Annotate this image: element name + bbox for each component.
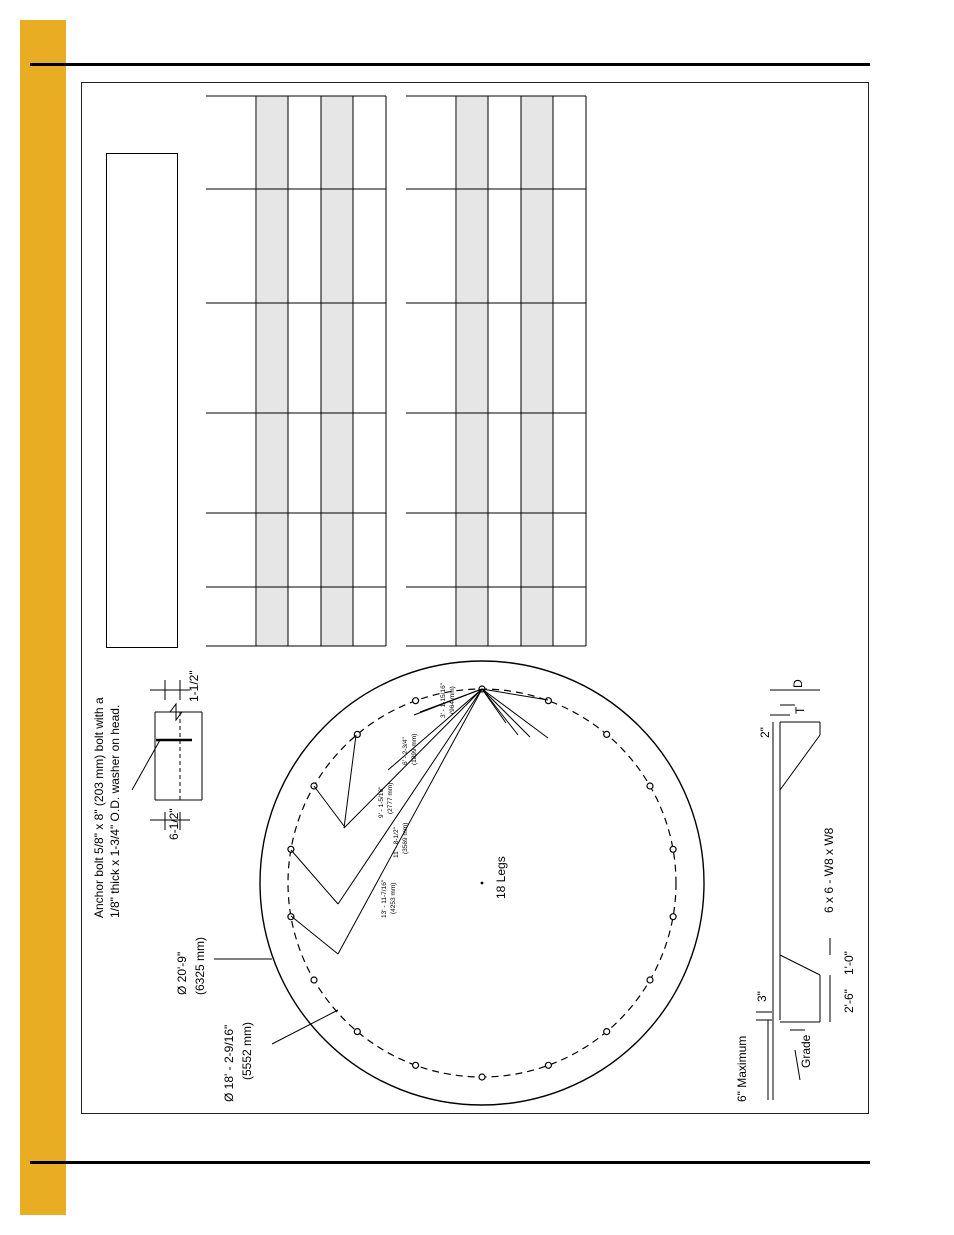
- bolt-circle-metric: (5552 mm): [240, 1021, 254, 1080]
- section-three-label: 3": [755, 991, 769, 1002]
- bolt-hole: [413, 1062, 419, 1068]
- section-max-label: 6" Maximum: [735, 1035, 749, 1102]
- section-two-six-label: 2'-6": [842, 989, 856, 1013]
- bolt-hole: [604, 1029, 610, 1035]
- chord-3-imperial: 9' - 1-5/16": [378, 786, 385, 818]
- outer-diameter-imperial: Ø 20'-9": [175, 951, 189, 995]
- bolt-hole: [647, 783, 653, 789]
- anchor-note-line1: Anchor bolt 5/8" x 8" (203 mm) bolt with a: [92, 697, 106, 918]
- chord-3-metric: (2777 mm): [387, 782, 394, 814]
- chord-5-metric: (4253 mm): [390, 882, 397, 914]
- anchor-note-line2: 1/8" thick x 1-3/4" O.D. washer on head.: [108, 704, 122, 918]
- bolt-hole: [545, 1062, 551, 1068]
- bolt-hole: [288, 846, 294, 852]
- chord-1-metric: (964 mm): [449, 686, 456, 714]
- bolt-hole: [647, 977, 653, 983]
- table-1-shade-b: [321, 96, 353, 646]
- chord-5-imperial: 13' - 11-7/16": [381, 879, 388, 918]
- section-mesh-label: 6 x 6 - W8 x W8: [822, 827, 836, 913]
- bolt-hole: [354, 1029, 360, 1035]
- chord-4-imperial: 11' - 8-1/2": [393, 827, 400, 858]
- outer-diameter-metric: (6325 mm): [193, 936, 207, 995]
- chord-1-imperial: 3' - 1-15/16": [440, 683, 447, 718]
- table-1-shade-a: [257, 96, 288, 646]
- section-two-label: 2": [758, 727, 772, 738]
- section-view: [756, 690, 830, 1100]
- table-2-shade-b: [521, 96, 553, 646]
- table-2: [406, 96, 586, 646]
- bolt-hole: [670, 914, 676, 920]
- section-grade-label: Grade: [799, 1034, 813, 1068]
- bolt-hole: [479, 1074, 485, 1080]
- section-t-label: T: [793, 706, 807, 714]
- bolt-hole: [670, 846, 676, 852]
- section-d-label: D: [791, 679, 805, 688]
- bolt-hole: [413, 698, 419, 704]
- center-point: [481, 882, 484, 885]
- section-one-zero-label: 1'-0": [842, 951, 856, 975]
- bolt-hole: [354, 731, 360, 737]
- bolt-circle-imperial: Ø 18' - 2-9/16": [222, 1024, 236, 1102]
- bolt-dim-left: 6-1/2": [167, 808, 181, 840]
- bolt-hole: [311, 977, 317, 983]
- chord-4-metric: (3569 mm): [402, 822, 409, 854]
- legs-label: 18 Legs: [494, 856, 508, 899]
- table-1: [206, 96, 386, 646]
- table-2-shade-a: [457, 96, 488, 646]
- chord-2-metric: (1899 mm): [411, 733, 418, 765]
- bolt-hole: [545, 698, 551, 704]
- chord-2-imperial: 6' - 2-3/4": [402, 737, 409, 765]
- bolt-hole: [604, 731, 610, 737]
- bolt-hole: [288, 914, 294, 920]
- bolt-dim-right: 1-1/2": [187, 670, 201, 702]
